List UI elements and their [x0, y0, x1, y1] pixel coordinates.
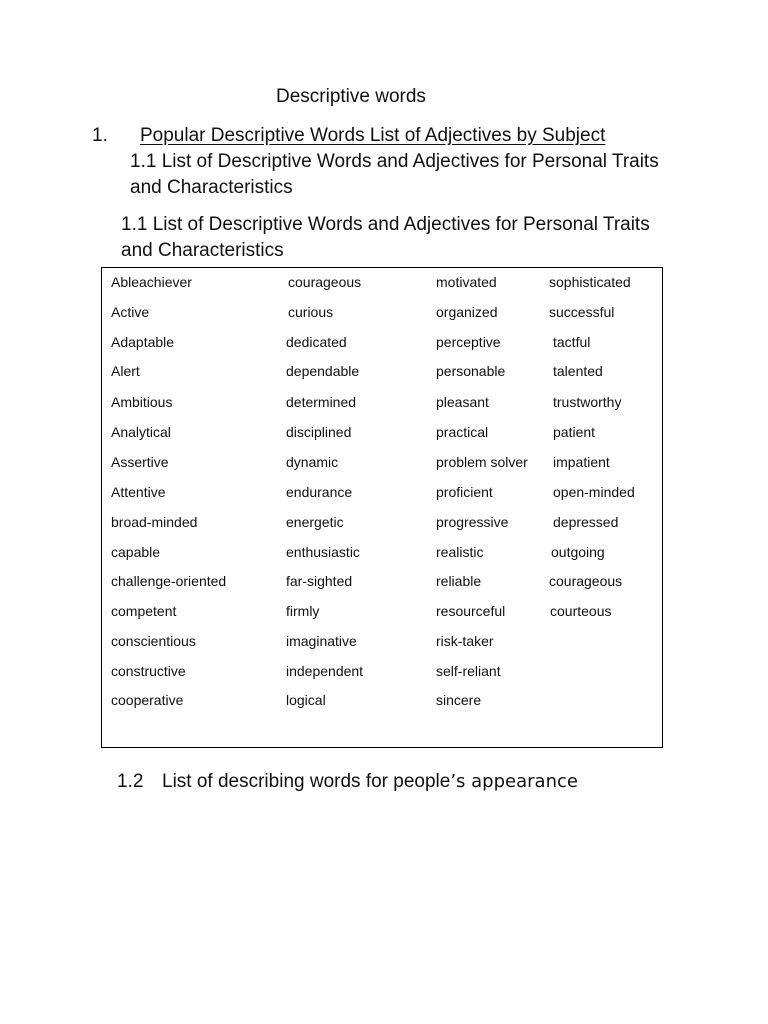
word-cell: problem solver [436, 454, 528, 470]
word-cell: curious [288, 304, 334, 320]
word-cell: Assertive [111, 454, 169, 470]
word-cell: Active [111, 304, 150, 320]
word-cell: courteous [550, 603, 612, 619]
word-cell: tactful [553, 334, 591, 350]
word-cell: broad-minded [111, 514, 198, 530]
word-cell: challenge-oriented [111, 573, 227, 589]
word-cell: open-minded [553, 484, 635, 500]
word-cell: enthusiastic [286, 544, 360, 560]
word-cell: far-sighted [286, 573, 353, 589]
word-cell: perceptive [436, 334, 501, 350]
word-cell: sophisticated [549, 274, 631, 290]
word-cell: Alert [111, 363, 140, 379]
word-cell: personable [436, 363, 506, 379]
word-cell: talented [553, 363, 603, 379]
word-cell: Adaptable [111, 334, 175, 350]
word-cell: proficient [436, 484, 493, 500]
word-cell: realistic [436, 544, 484, 560]
word-cell: Analytical [111, 424, 171, 440]
word-cell: pleasant [436, 394, 489, 410]
word-cell: conscientious [111, 633, 196, 649]
word-cell: capable [111, 544, 161, 560]
word-cell: sincere [436, 692, 482, 708]
word-cell: courageous [288, 274, 362, 290]
word-cell: firmly [286, 603, 320, 619]
word-cell: reliable [436, 573, 482, 589]
word-cell: independent [286, 663, 364, 679]
word-cell: dedicated [286, 334, 347, 350]
word-cell: dependable [286, 363, 360, 379]
subsection-heading-start: List of describing words for people [162, 771, 451, 792]
word-table [101, 267, 663, 748]
word-cell: impatient [553, 454, 610, 470]
document-title: Descriptive words [276, 86, 426, 107]
word-cell: determined [286, 394, 357, 410]
word-cell: courageous [549, 573, 623, 589]
word-cell: progressive [436, 514, 509, 530]
word-cell: constructive [111, 663, 186, 679]
word-cell: energetic [286, 514, 344, 530]
word-cell: endurance [286, 484, 353, 500]
word-cell: Ambitious [111, 394, 173, 410]
section-heading[interactable]: Popular Descriptive Words List of Adjectives by Subject [140, 125, 606, 146]
section-number: 1. [92, 125, 108, 146]
word-cell: practical [436, 424, 489, 440]
word-cell: cooperative [111, 692, 184, 708]
subsection-heading [162, 771, 578, 793]
subheading-personal-traits: 1.1 List of Descriptive Words and Adjectives for Personal Traits and Characteristics [130, 151, 659, 198]
subheading-personal-traits-repeat: 1.1 List of Descriptive Words and Adjectives for Personal Traits and Characteristics [121, 214, 650, 261]
word-cell: depressed [553, 514, 619, 530]
word-cell: resourceful [436, 603, 506, 619]
word-cell: logical [286, 692, 326, 708]
word-cell: Ableachiever [111, 274, 192, 290]
word-cell: outgoing [551, 544, 605, 560]
word-cell: trustworthy [553, 394, 622, 410]
word-cell: motivated [436, 274, 497, 290]
word-cell: risk-taker [436, 633, 494, 649]
word-cell: self-reliant [436, 663, 501, 679]
word-cell: successful [549, 304, 615, 320]
word-cell: organized [436, 304, 498, 320]
subsection-heading-end: ’s appearance [450, 771, 578, 792]
word-cell: dynamic [286, 454, 339, 470]
word-cell: competent [111, 603, 177, 619]
word-cell: patient [553, 424, 596, 440]
word-cell: disciplined [286, 424, 352, 440]
subsection-number: 1.2 [117, 771, 144, 792]
word-cell: Attentive [111, 484, 166, 500]
word-cell: imaginative [286, 633, 357, 649]
